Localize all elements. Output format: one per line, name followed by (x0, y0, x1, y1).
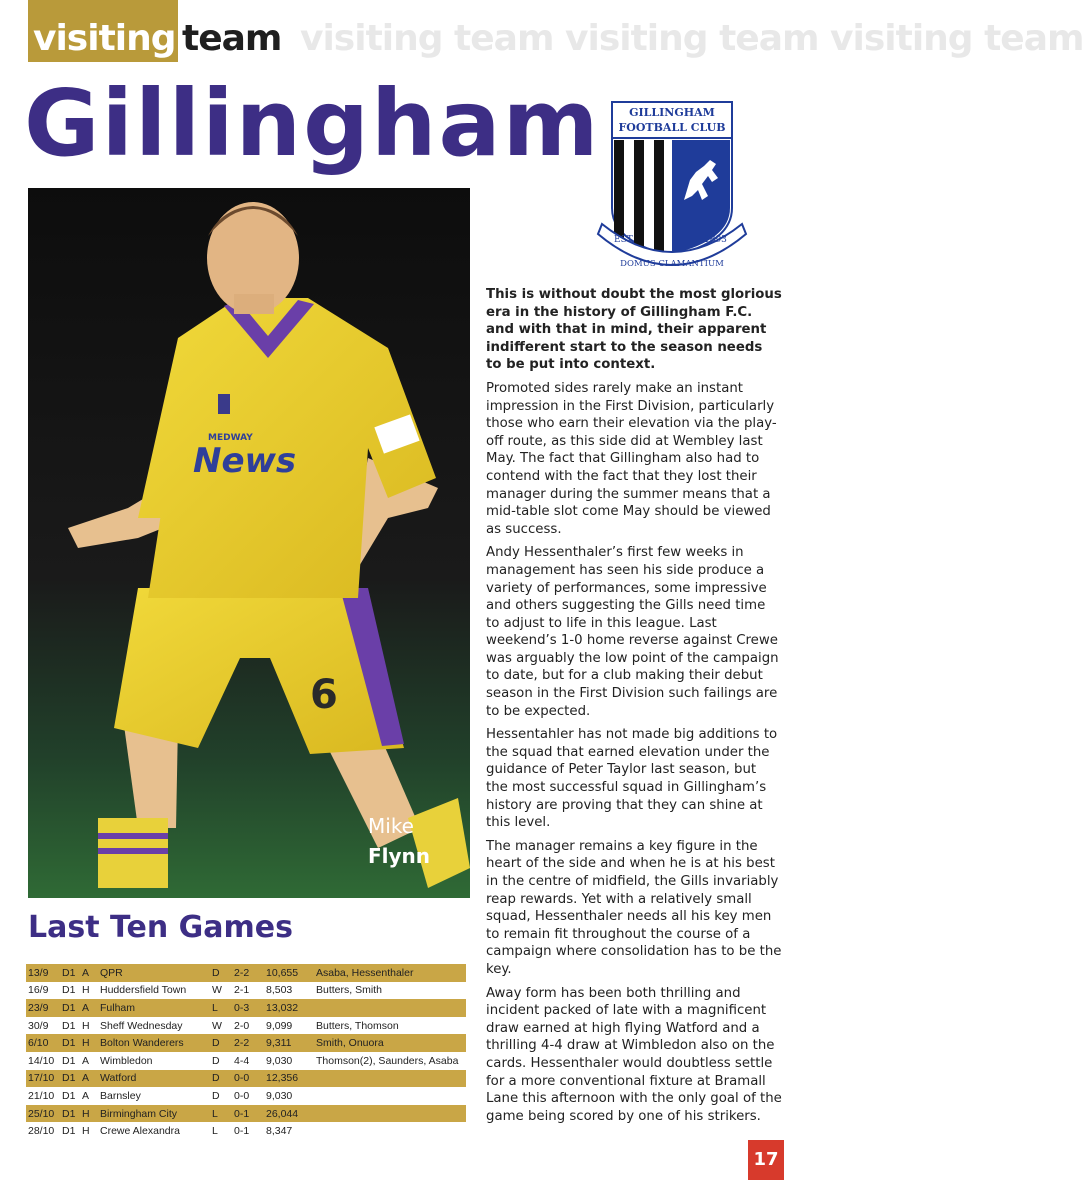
cell-ha: H (82, 984, 90, 997)
cell-score: 2-0 (234, 1019, 250, 1032)
cell-date: 23/9 (26, 999, 60, 1017)
table-row (26, 1017, 466, 1035)
crest-motto: DOMUS CLAMANTIUM (620, 259, 724, 269)
cell-div: D1 (62, 1054, 76, 1067)
cell-opponent: Birmingham City (98, 1105, 210, 1123)
cell-date: 25/10 (26, 1105, 60, 1123)
cell-ha: H (82, 1019, 90, 1032)
table-row (26, 1070, 466, 1088)
cell-att: 8,347 (266, 1125, 293, 1138)
crest-year: 1893 (704, 235, 727, 245)
last-ten-title: Last Ten Games (28, 910, 293, 945)
cell-opponent: Crewe Alexandra (100, 1125, 180, 1138)
cell-result: D (210, 1034, 232, 1052)
cell-opponent: Bolton Wanderers (98, 1034, 210, 1052)
cell-result: L (212, 1125, 218, 1138)
cell-scorers (314, 1105, 466, 1123)
cell-ha: A (80, 999, 98, 1017)
cell-att: 9,099 (266, 1019, 293, 1032)
cell-div: D1 (60, 1105, 80, 1123)
cell-att: 9,030 (266, 1089, 293, 1102)
cell-scorers (314, 1070, 466, 1088)
results-table (26, 964, 466, 1140)
cell-scorers: Thomson(2), Saunders, Asaba (316, 1054, 459, 1067)
table-row (26, 1034, 466, 1052)
cell-att: 10,655 (264, 964, 314, 982)
cell-scorers (314, 999, 466, 1017)
sponsor-name: News (193, 441, 297, 481)
article-paragraph: Andy Hessenthaler’s first few weeks in management has seen his side produce a variety of performances, some impressive and others suggesting the Gills need time to adjust to life in this league. Last weekend’s 1-0 home reverse against Crewe was arguably the low point of the campaign to date, but for a club making their debut season in the First Division such failings are to be expected. (486, 545, 779, 719)
article-body (486, 286, 782, 1131)
table-row (26, 982, 466, 1000)
table-row (26, 1052, 466, 1070)
cell-div: D1 (62, 1019, 76, 1032)
cell-opponent: Wimbledon (100, 1054, 153, 1067)
cell-date: 17/10 (26, 1070, 60, 1088)
table-row (26, 964, 466, 982)
cell-score: 0-1 (232, 1105, 264, 1123)
cell-opponent: Sheff Wednesday (100, 1019, 183, 1032)
page-number: 17 (748, 1140, 784, 1180)
club-title: Gillingham (24, 70, 601, 177)
cell-scorers (314, 1087, 466, 1105)
cell-result: W (212, 984, 222, 997)
cell-ha: A (82, 1054, 90, 1067)
cell-result: D (212, 1054, 220, 1067)
article-intro: This is without doubt the most glorious era in the history of Gillingham F.C. and with that in mind, their apparent indifferent start to the season needs to be put into context. (486, 287, 782, 373)
table-row (26, 1087, 466, 1105)
cell-date: 30/9 (28, 1019, 49, 1032)
crest-text-1: GILLINGHAM (629, 106, 715, 119)
cell-att: 26,044 (264, 1105, 314, 1123)
cell-att: 9,311 (264, 1034, 314, 1052)
photo-caption-first: Mike (368, 814, 414, 838)
cell-score: 2-2 (232, 964, 264, 982)
cell-att: 12,356 (264, 1070, 314, 1088)
cell-score: 2-1 (234, 984, 250, 997)
table-row (26, 1105, 466, 1123)
cell-score: 0-1 (234, 1125, 250, 1138)
cell-ha: A (80, 964, 98, 982)
article-paragraph: The manager remains a key figure in the heart of the side and when he is at his best in the centre of midfield, the Gills invariably reap rewards. Yet with a relatively small squad, Hessenthaler needs all his key men to remain fit throughout the course of a campaign where consolidation has to be the key. (486, 838, 782, 977)
cell-result: D (212, 1089, 220, 1102)
cell-div: D1 (60, 1034, 80, 1052)
table-row (26, 999, 466, 1017)
cell-opponent: Huddersfield Town (100, 984, 187, 997)
cell-result: D (210, 964, 232, 982)
cell-div: D1 (62, 984, 76, 997)
cell-att: 9,030 (266, 1054, 293, 1067)
photo-caption-last: Flynn (368, 844, 431, 868)
cell-score: 2-2 (232, 1034, 264, 1052)
cell-score: 0-0 (234, 1089, 250, 1102)
cell-date: 14/10 (28, 1054, 55, 1067)
cell-date: 28/10 (28, 1125, 55, 1138)
article-paragraph: Promoted sides rarely make an instant impression in the First Division, particularly those who earn their elevation via the play-off route, as this side did at Wembley last May. The fact that Gillingham also had to contend with the fact that they lost their manager during the summer means that a mid-table slot come May should be viewed as success. (486, 380, 777, 537)
section-header (0, 0, 1084, 72)
cell-scorers (314, 1122, 466, 1140)
cell-result: D (210, 1070, 232, 1088)
cell-att: 8,503 (266, 984, 293, 997)
cell-att: 13,032 (264, 999, 314, 1017)
shorts-number: 6 (310, 672, 338, 718)
cell-scorers: Asaba, Hessenthaler (314, 964, 466, 982)
header-ghost-text: visiting team visiting team visiting team (300, 18, 1084, 59)
cell-div: D1 (60, 964, 80, 982)
cell-result: L (210, 999, 232, 1017)
cell-score: 4-4 (234, 1054, 250, 1067)
cell-opponent: Fulham (98, 999, 210, 1017)
crest-text-2: FOOTBALL CLUB (618, 121, 726, 134)
sponsor-small: MEDWAY (208, 433, 253, 443)
cell-score: 0-3 (232, 999, 264, 1017)
cell-date: 21/10 (28, 1089, 55, 1102)
table-row (26, 1122, 466, 1140)
cell-ha: A (80, 1070, 98, 1088)
cell-div: D1 (62, 1089, 76, 1102)
cell-ha: H (80, 1105, 98, 1123)
cell-date: 6/10 (26, 1034, 60, 1052)
cell-opponent: Barnsley (100, 1089, 141, 1102)
cell-scorers: Butters, Smith (316, 984, 382, 997)
article-paragraph: Hessentahler has not made big additions to the squad that earned elevation under the guidance of Peter Taylor last season, but the most successful squad in Gillingham’s history are proving that they can shine at this level. (486, 727, 778, 831)
cell-ha: A (82, 1089, 90, 1102)
cell-score: 0-0 (232, 1070, 264, 1088)
header-word-team: team (182, 18, 282, 59)
player-photo (28, 188, 470, 898)
cell-div: D1 (60, 1070, 80, 1088)
article-paragraph: Away form has been both thrilling and incident packed of late with a magnificent draw earned at high flying Watford and a thrilling 4-4 draw at Wimbledon also on the cards. Hessenthaler would doubtless settle for a more conventional fixture at Bramall Lane this afternoon with the only goal of the game being scored by one of his strikers. (486, 985, 782, 1124)
cell-div: D1 (62, 1125, 76, 1138)
cell-scorers: Butters, Thomson (316, 1019, 399, 1032)
cell-opponent: QPR (98, 964, 210, 982)
crest-est: EST. (614, 235, 635, 245)
cell-ha: H (82, 1125, 90, 1138)
cell-date: 16/9 (28, 984, 49, 997)
header-word-visiting: visiting (33, 18, 176, 59)
cell-opponent: Watford (98, 1070, 210, 1088)
cell-result: W (212, 1019, 222, 1032)
cell-div: D1 (60, 999, 80, 1017)
cell-result: L (210, 1105, 232, 1123)
cell-scorers: Smith, Onuora (314, 1034, 466, 1052)
cell-date: 13/9 (26, 964, 60, 982)
cell-ha: H (80, 1034, 98, 1052)
club-crest (592, 96, 752, 280)
